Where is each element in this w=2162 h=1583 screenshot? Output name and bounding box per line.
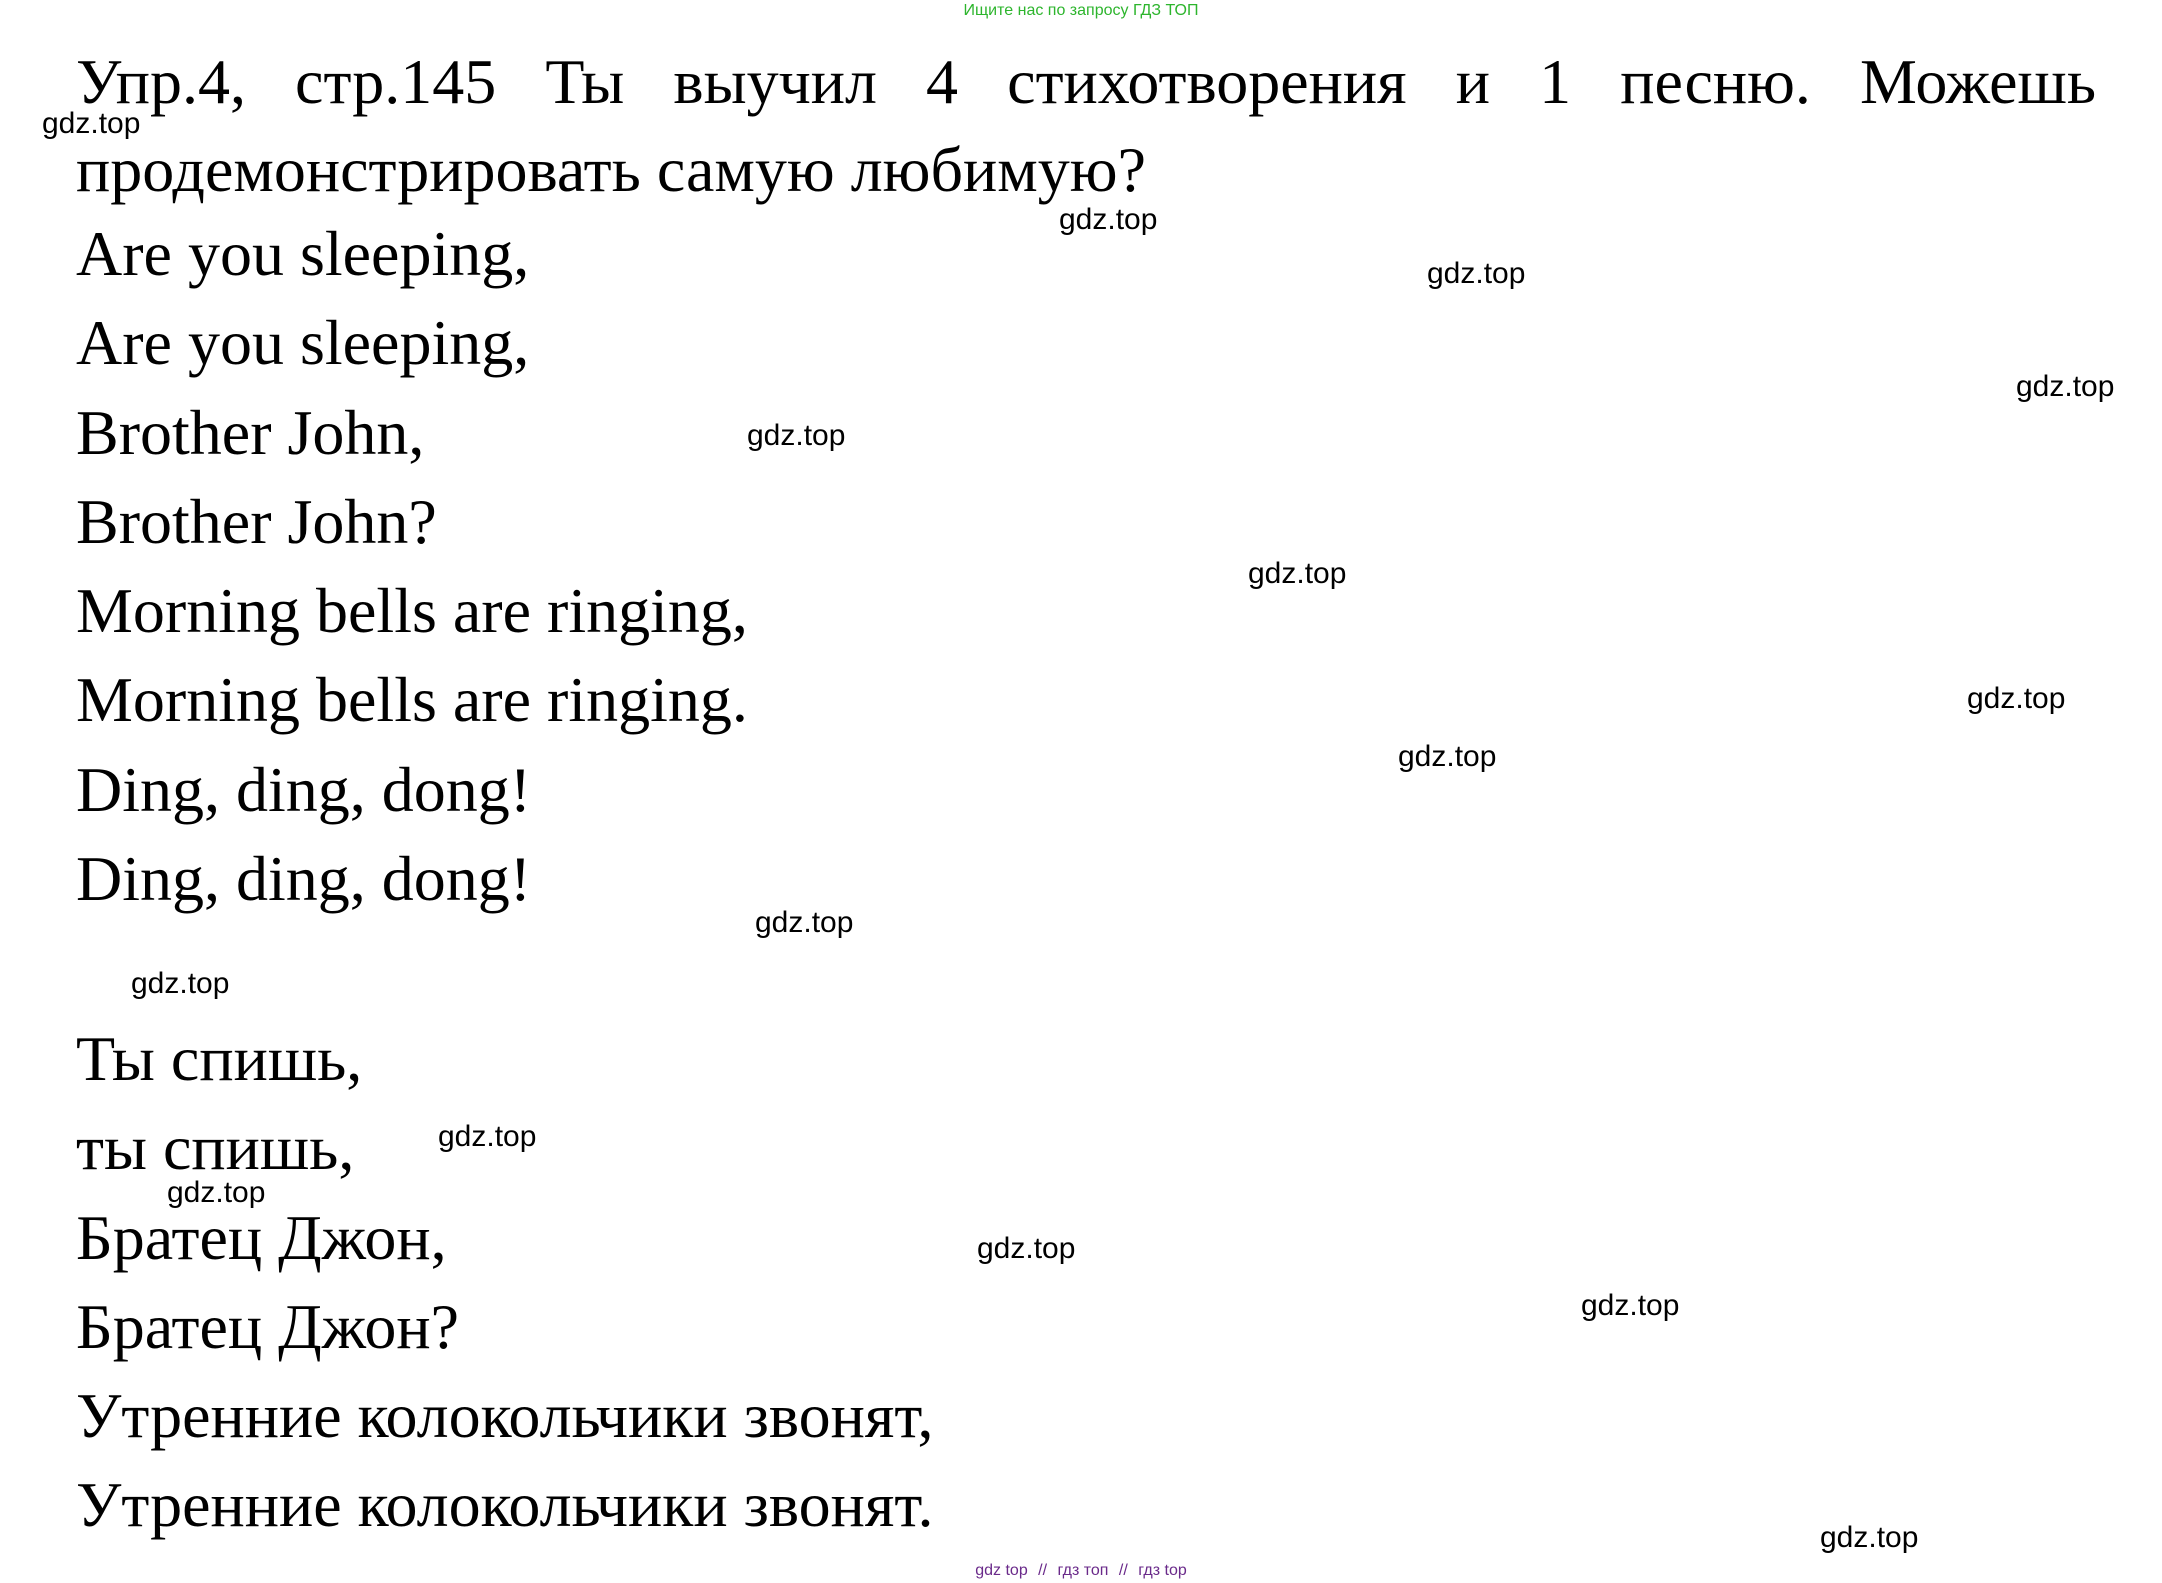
verse-line-en-2: Are you sleeping, [76,307,530,378]
verse-line-en-7: Ding, ding, dong! [76,754,532,825]
watermark: gdz.top [1059,203,1158,236]
verse-line-ru-4: Братец Джон? [76,1291,460,1362]
watermark: gdz.top [1967,682,2066,715]
footer-separator: // [1118,1562,1128,1579]
verse-line-en-4: Brother John? [76,486,437,557]
verse-line-ru-5: Утренние колокольчики звонят, [76,1380,934,1451]
watermark: gdz.top [1581,1289,1680,1322]
verse-line-ru-6: Утренние колокольчики звонят. [76,1469,934,1540]
watermark: gdz.top [167,1176,266,1209]
watermark: gdz.top [2016,370,2115,403]
verse-line-en-1: Are you sleeping, [76,218,530,289]
watermark: gdz.top [131,967,230,1000]
verse-line-en-8: Ding, ding, dong! [76,843,532,914]
watermark: gdz.top [1427,257,1526,290]
verse-line-ru-2: ты спишь, [76,1112,355,1183]
footer-link-2[interactable]: гдз топ [1057,1562,1109,1579]
verse-line-ru-1: Ты спишь, [76,1023,363,1094]
verse-line-en-6: Morning bells are ringing. [76,664,748,735]
watermark: gdz.top [438,1120,537,1153]
footer-link-3[interactable]: гдз top [1138,1562,1187,1579]
top-banner: Ищите нас по запросу ГДЗ ТОП [963,2,1199,19]
watermark: gdz.top [1398,740,1497,773]
watermark: gdz.top [1248,557,1347,590]
footer-separator: // [1038,1562,1048,1579]
footer-link-1[interactable]: gdz top [975,1562,1028,1579]
verse-line-en-3: Brother John, [76,397,425,468]
verse-line-ru-3: Братец Джон, [76,1202,447,1273]
watermark: gdz.top [42,107,141,140]
bottom-footer [0,1559,2162,1583]
watermark: gdz.top [747,419,846,452]
verse-line-en-5: Morning bells are ringing, [76,575,748,646]
watermark: gdz.top [755,906,854,939]
watermark: gdz.top [977,1232,1076,1265]
task-heading: Упр.4, стр.145 Ты выучил 4 стихотворения и 1 песню. Можешь продемонстрировать самую любимую? [76,46,2096,205]
watermark: gdz.top [1820,1521,1919,1554]
